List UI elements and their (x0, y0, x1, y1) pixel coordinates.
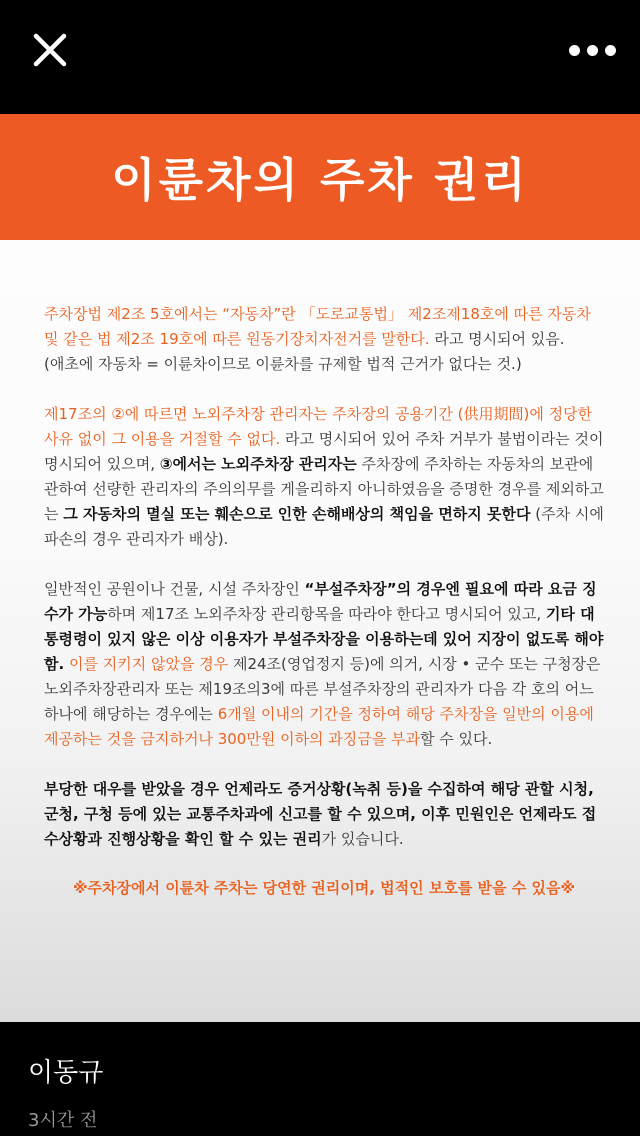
text-segment: 가 있습니다. (321, 830, 404, 848)
text-segment: “부설주차장” (304, 580, 397, 598)
paragraphs (44, 302, 604, 852)
more-dot (587, 45, 598, 56)
footer-note: ※주차장에서 이륜차 주차는 당연한 권리이며, 법적인 보호를 받을 수 있음※ (72, 879, 576, 897)
text-segment: 기타 대통령령이 있지 않은 이상 이용자가 부설주차장을 이용하는데 있어 지장이 없도록 해야 함. (44, 605, 604, 673)
close-button[interactable] (28, 30, 72, 70)
text-segment: (애초에 자동차 = 이륜차이므로 이륜차를 규제할 법적 근거가 없다는 것.) (44, 355, 522, 373)
more-dot (605, 45, 616, 56)
more-options-button[interactable] (562, 30, 622, 70)
post-image[interactable] (0, 114, 640, 1022)
text-segment: 할 수 있다. (420, 730, 493, 748)
image-title: 이륜차의 주차 권리 (111, 153, 529, 207)
close-icon (28, 30, 72, 70)
text-segment: 이를 지키지 않았을 경우 (64, 655, 229, 673)
text-segment: 라고 명시되어 있어 주차 거부가 불법이라는 것이 명시되어 있으며, (44, 430, 604, 473)
more-horizontal-icon (569, 45, 580, 56)
text-segment: (주차 시에 파손의 경우 관리자가 배상). (44, 505, 604, 548)
text-segment: 부당한 대우를 받았을 경우 언제라도 증거상황(녹취 등)을 수집하여 해당 관할 시청, 군청, 구청 등에 있는 교통주차과에 신고를 할 수 있으며, 이후 민원인은 언제라도 접수상황과 진행상황을 확인 할 수 있는 권리 (44, 780, 597, 848)
text-segment: 일반적인 공원이나 건물, 시설 주차장인 (44, 580, 305, 598)
text-segment: 하며 제17조 노외주차장 관리항목을 따라야 한다고 명시되어 있고, (107, 605, 546, 623)
text-segment: 의 경우엔 필요에 따라 요금 징수가 가능 (44, 580, 597, 623)
text-segment: 주차장법 제2조 5호에서는 “자동차”란 「도로교통법」 제2조제18호에 따른 자동차 및 같은 법 제2조 19호에 따른 원동기장치자전거를 말한다. (44, 305, 591, 348)
body-paragraph (44, 302, 604, 377)
text-segment: 라고 명시되어 있음. (429, 330, 565, 348)
post-timestamp: 3시간 전 (28, 1110, 98, 1131)
text-segment: 그 자동차의 멸실 또는 훼손으로 인한 손해배상의 책임을 면하지 못한다 (63, 505, 531, 523)
bottom-bar (0, 1022, 640, 1136)
body-paragraph (44, 777, 604, 852)
title-banner (0, 114, 640, 240)
text-segment: 주차장에 주차하는 자동차의 보관에 관하여 선량한 관리자의 주의의무를 게을리하지 아니하였음을 증명한 경우를 제외하고는 (44, 455, 604, 523)
text-segment: 6개월 이내의 기간을 정하여 해당 주차장을 일반의 이용에 제공하는 것을 금지하거나 300만원 이하의 과징금을 부과 (44, 705, 594, 748)
top-bar (0, 0, 640, 114)
body-paragraph (44, 577, 604, 752)
author-name[interactable]: 이동규 (28, 1058, 104, 1088)
image-body-text (44, 302, 604, 901)
text-segment: 제17조의 ②에 따르면 노외주차장 관리자는 주차장의 공용기간 (供用期間)에 정당한 사유 없이 그 이용을 거절할 수 없다. (44, 405, 593, 448)
text-segment: ③에서는 노외주차장 관리자는 (159, 455, 357, 473)
body-paragraph (44, 402, 604, 552)
text-segment: 제24조(영업정지 등)에 의거, 시장 • 군수 또는 구청장은 노외주차장관리자 또는 제19조의3에 따른 부설주차장의 관리자가 다음 각 호의 어느 하나에 해당하는 경우에는 (44, 655, 601, 723)
